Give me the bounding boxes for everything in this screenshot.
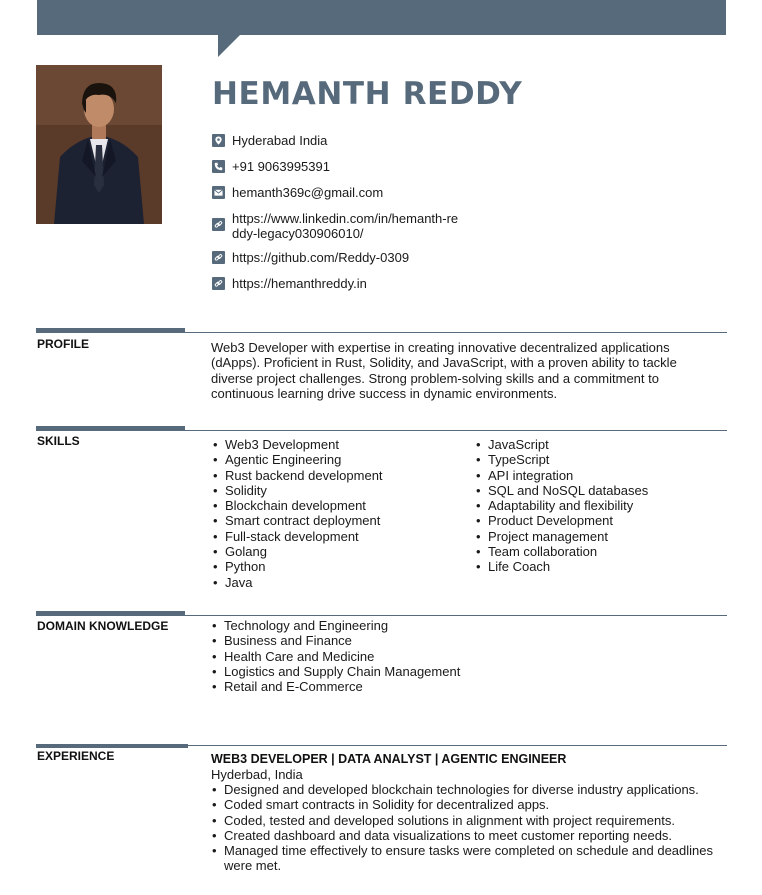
skill-item: • Web3 Development bbox=[212, 437, 467, 452]
experience-item: • Coded smart contracts in Solidity for decentralized apps. bbox=[211, 797, 716, 812]
skill-item: • Rust backend development bbox=[212, 468, 467, 483]
profile-photo bbox=[36, 65, 162, 224]
experience-heading: EXPERIENCE bbox=[37, 749, 115, 763]
skills-list-left bbox=[212, 437, 467, 590]
contact-linkedin[interactable] bbox=[212, 211, 462, 241]
domain-item: • Health Care and Medicine bbox=[211, 649, 611, 664]
contact-email[interactable] bbox=[212, 185, 383, 200]
skills-list-right bbox=[475, 437, 715, 575]
domain-divider-tab bbox=[36, 611, 185, 616]
skill-item: • Life Coach bbox=[475, 559, 715, 574]
skills-heading: SKILLS bbox=[37, 434, 80, 448]
contact-location bbox=[212, 133, 327, 148]
skills-divider-tab bbox=[36, 426, 185, 431]
experience-item: • Managed time effectively to ensure tasks were completed on schedule and deadlines were met. bbox=[211, 843, 716, 874]
link-icon bbox=[212, 277, 225, 290]
header-banner bbox=[37, 0, 726, 35]
profile-summary: Web3 Developer with expertise in creating innovative decentralized applications (dApps). Proficient in Rust, Solidity, and JavaScript, with a proven ability to tackle diverse project challenges. Strong problem-solving skills and a commitment to continuous learning drive success in dynamic environments. bbox=[211, 340, 677, 401]
profile-divider-tab bbox=[36, 328, 185, 333]
skill-item: • SQL and NoSQL databases bbox=[475, 483, 715, 498]
skill-item: • Solidity bbox=[212, 483, 467, 498]
experience-item: • Created dashboard and data visualizations to meet customer reporting needs. bbox=[211, 828, 716, 843]
skill-item: • Blockchain development bbox=[212, 498, 467, 513]
experience-item: • Coded, tested and developed solutions in alignment with project requirements. bbox=[211, 813, 716, 828]
envelope-icon bbox=[212, 186, 225, 199]
github-link[interactable]: https://github.com/Reddy-0309 bbox=[232, 250, 410, 265]
skill-item: • Product Development bbox=[475, 513, 715, 528]
contact-github[interactable] bbox=[212, 250, 409, 265]
profile-heading: PROFILE bbox=[37, 337, 90, 351]
experience-list bbox=[211, 782, 716, 874]
contact-website[interactable] bbox=[212, 276, 367, 291]
email-link[interactable]: hemanth369c@gmail.com bbox=[232, 185, 384, 200]
skill-item: • Smart contract deployment bbox=[212, 513, 467, 528]
skill-item: • Full-stack development bbox=[212, 529, 467, 544]
candidate-name: HEMANTH REDDY bbox=[212, 76, 523, 112]
experience-item: • Designed and developed blockchain technologies for diverse industry applications. bbox=[211, 782, 716, 797]
phone-icon bbox=[212, 160, 225, 173]
domain-item: • Technology and Engineering bbox=[211, 618, 611, 633]
experience-divider-tab bbox=[36, 744, 188, 748]
website-link[interactable]: https://hemanthreddy.in bbox=[232, 276, 367, 291]
skill-item: • Adaptability and flexibility bbox=[475, 498, 715, 513]
job-title: WEB3 DEVELOPER | DATA ANALYST | AGENTIC ENGINEER bbox=[211, 752, 567, 766]
skill-item: • TypeScript bbox=[475, 452, 715, 467]
domain-list bbox=[211, 618, 611, 694]
banner-pointer bbox=[218, 35, 240, 57]
phone-text: +91 9063995391 bbox=[232, 159, 330, 174]
link-icon bbox=[212, 218, 225, 231]
location-text: Hyderabad India bbox=[232, 133, 328, 148]
domain-item: • Logistics and Supply Chain Management bbox=[211, 664, 611, 679]
linkedin-link[interactable]: https://www.linkedin.com/in/hemanth-reddy-legacy030906010/ bbox=[232, 211, 459, 241]
job-location: Hyderbad, India bbox=[211, 767, 303, 782]
skill-item: • Golang bbox=[212, 544, 467, 559]
skill-item: • Java bbox=[212, 575, 467, 590]
domain-heading: DOMAIN KNOWLEDGE bbox=[37, 619, 169, 633]
link-icon bbox=[212, 251, 225, 264]
contact-phone bbox=[212, 159, 330, 174]
skill-item: • Python bbox=[212, 559, 467, 574]
skill-item: • API integration bbox=[475, 468, 715, 483]
map-pin-icon bbox=[212, 134, 225, 147]
skill-item: • JavaScript bbox=[475, 437, 715, 452]
skill-item: • Project management bbox=[475, 529, 715, 544]
domain-item: • Retail and E-Commerce bbox=[211, 679, 611, 694]
domain-item: • Business and Finance bbox=[211, 633, 611, 648]
skill-item: • Agentic Engineering bbox=[212, 452, 467, 467]
skill-item: • Team collaboration bbox=[475, 544, 715, 559]
